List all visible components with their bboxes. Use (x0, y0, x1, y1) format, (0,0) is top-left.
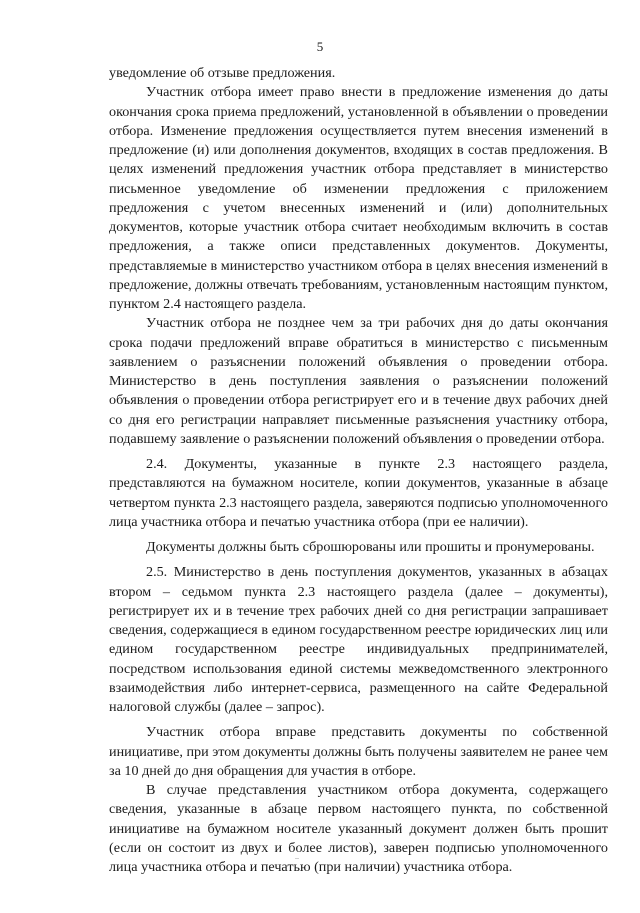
paragraph-clarification-request: Участник отбора не позднее чем за три рабочих дня до даты окончания срока подачи предложений вправе обратиться в министерство с письменным заявлением о разъяснении положений объявления о проведении отбора. Министерство в день поступления заявления о разъяснении положений объявления о проведении отбора регистрирует его и в течение двух рабочих дней со дня его регистрации направляет письменные разъяснения участнику отбора, подавшему заявление о разъяснении положений объявления о проведении отбора. (109, 315, 608, 447)
document-body (109, 64, 608, 877)
page-number: 5 (316, 39, 324, 54)
paragraph-paper-submission: В случае представления участником отбора документа, содержащего сведения, указанные в абзаце первом настоящего пункта, по собственной инициативе на бумажном носителе указанный документ должен быть прошит (если он состоит из двух и более листов), заверен подписью уполномоченного лица участника отбора и печатью (при наличии) участника отбора. (109, 782, 608, 875)
paragraph-binding-requirement: Документы должны быть сброшюрованы или прошиты и пронумерованы. (146, 539, 595, 555)
paragraph-continuation: уведомление об отзыве предложения. (109, 65, 336, 81)
paragraph-clause-2-4: 2.4. Документы, указанные в пункте 2.3 настоящего раздела, представляются на бумажном носителе, копии документов, указанные в абзаце четвертом пункта 2.3 настоящего раздела, заверяются подписью уполномоченного лица участника отбора и печатью участника отбора (при ее наличии). (109, 456, 608, 530)
paragraph-amendment-right: Участник отбора имеет право внести в предложение изменения до даты окончания срока приема предложений, установленной в объявлении о проведении отбора. Изменение предложения осуществляется путем внесения изменений в предложение (и) или дополнения документов, входящих в состав предложения. В целях изменений предложения участник отбора представляет в министерство письменное уведомление об изменении предложения с приложением предложения с учетом внесенных изменений и (или) дополнительных документов, которые участник отбора считает необходимым включить в состав предложения, а также описи представленных документов. Документы, представляемые в министерство участником отбора в целях внесения изменений в предложение, должны отвечать требованиям, установленным настоящим пунктом, пунктом 2.4 настоящего раздела. (109, 84, 608, 312)
paragraph-clause-2-5: 2.5. Министерство в день поступления документов, указанных в абзацах втором – седьмом пункта 2.3 настоящего раздела (далее – документы), регистрирует их и в течение трех рабочих дней со дня регистрации запрашивает сведения, содержащиеся в едином государственном реестре юридических лиц или едином государственном реестре индивидуальных предпринимателей, посредством использования единой системы межведомственного электронного взаимодействия либо интернет-сервиса, размещенного на сайте Федеральной налоговой службы (далее – запрос). (109, 564, 608, 715)
paragraph-own-initiative: Участник отбора вправе представить документы по собственной инициативе, при этом документы должны быть получены заявителем не ранее чем за 10 дней до дня обращения для участия в отборе. (109, 724, 608, 779)
scan-mark (295, 858, 299, 859)
